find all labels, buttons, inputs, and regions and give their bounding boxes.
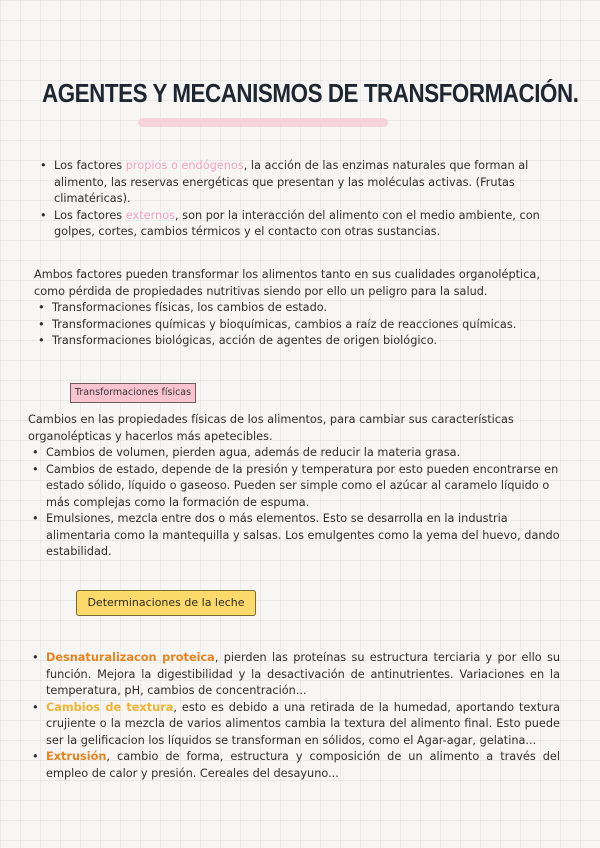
fisicas-section (28, 412, 564, 561)
title-highlight (138, 118, 388, 127)
leche-section (28, 650, 560, 782)
tag-transformaciones-fisicas: Transformaciones físicas (70, 383, 196, 403)
list-item: • Los factores propios o endógenos, la acción de las enzimas naturales que forman al alimento, las reservas energéticas que presentan y las moléculas activas. (Frutas climatéricas). (36, 158, 556, 208)
tag-determinaciones-leche: Determinaciones de la leche (76, 590, 256, 616)
list-item: • Extrusión, cambio de forma, estructura y composición de un alimento a través del empleo de calor y presión. Cereales del desayuno... (28, 749, 560, 782)
list-item: • Transformaciones químicas y bioquímicas, cambios a raíz de reacciones químicas. (34, 317, 564, 334)
list-item: • Transformaciones físicas, los cambios de estado. (34, 300, 564, 317)
list-item: • Transformaciones biológicas, acción de agentes de origen biológico. (34, 333, 564, 350)
fisicas-paragraph: Cambios en las propiedades físicas de los alimentos, para cambiar sus características organolépticas y hacerlos más apetecibles. (28, 413, 514, 443)
list-item: • Cambios de volumen, pierden agua, además de reducir la materia grasa. (28, 445, 564, 462)
list-item: • Los factores externos, son por la interacción del alimento con el medio ambiente, con golpes, cortes, cambios térmicos y el contacto con otras sustancias. (36, 208, 556, 241)
list-item: • Desnaturalizacon proteica, pierden las proteínas su estructura terciaria y por ello su función. Mejora la digestibilidad y la desactivación de antinutrientes. Variaciones en la temperatura, pH, cambios de concentración... (28, 650, 560, 700)
intro-section (36, 158, 556, 241)
ambos-section (34, 267, 564, 350)
list-item: • Cambios de estado, depende de la presión y temperatura por esto pueden encontrarse en estado sólido, líquido o gaseoso. Pueden ser simple como el azúcar al caramelo líquido o más complejas como la formación de espuma. (28, 462, 564, 512)
ambos-paragraph: Ambos factores pueden transformar los alimentos tanto en sus cualidades organoléptica, como pérdida de propiedades nutritivas siendo por ello un peligro para la salud. (34, 268, 540, 298)
list-item: • Emulsiones, mezcla entre dos o más elementos. Esto se desarrolla en la industria alimentaria como la mantequilla y salsas. Los emulgentes como la yema del huevo, dando estabilidad. (28, 511, 564, 561)
page-title: AGENTES Y MECANISMOS DE TRANSFORMACIÓN. (42, 78, 579, 108)
list-item: • Cambios de textura, esto es debido a una retirada de la humedad, aportando textura crujiente o la mezcla de varios alimentos cambia la textura del alimento final. Esto puede ser la gelificacion los líquidos se transforman en sólidos, como el Agar-agar, gelatina... (28, 700, 560, 750)
